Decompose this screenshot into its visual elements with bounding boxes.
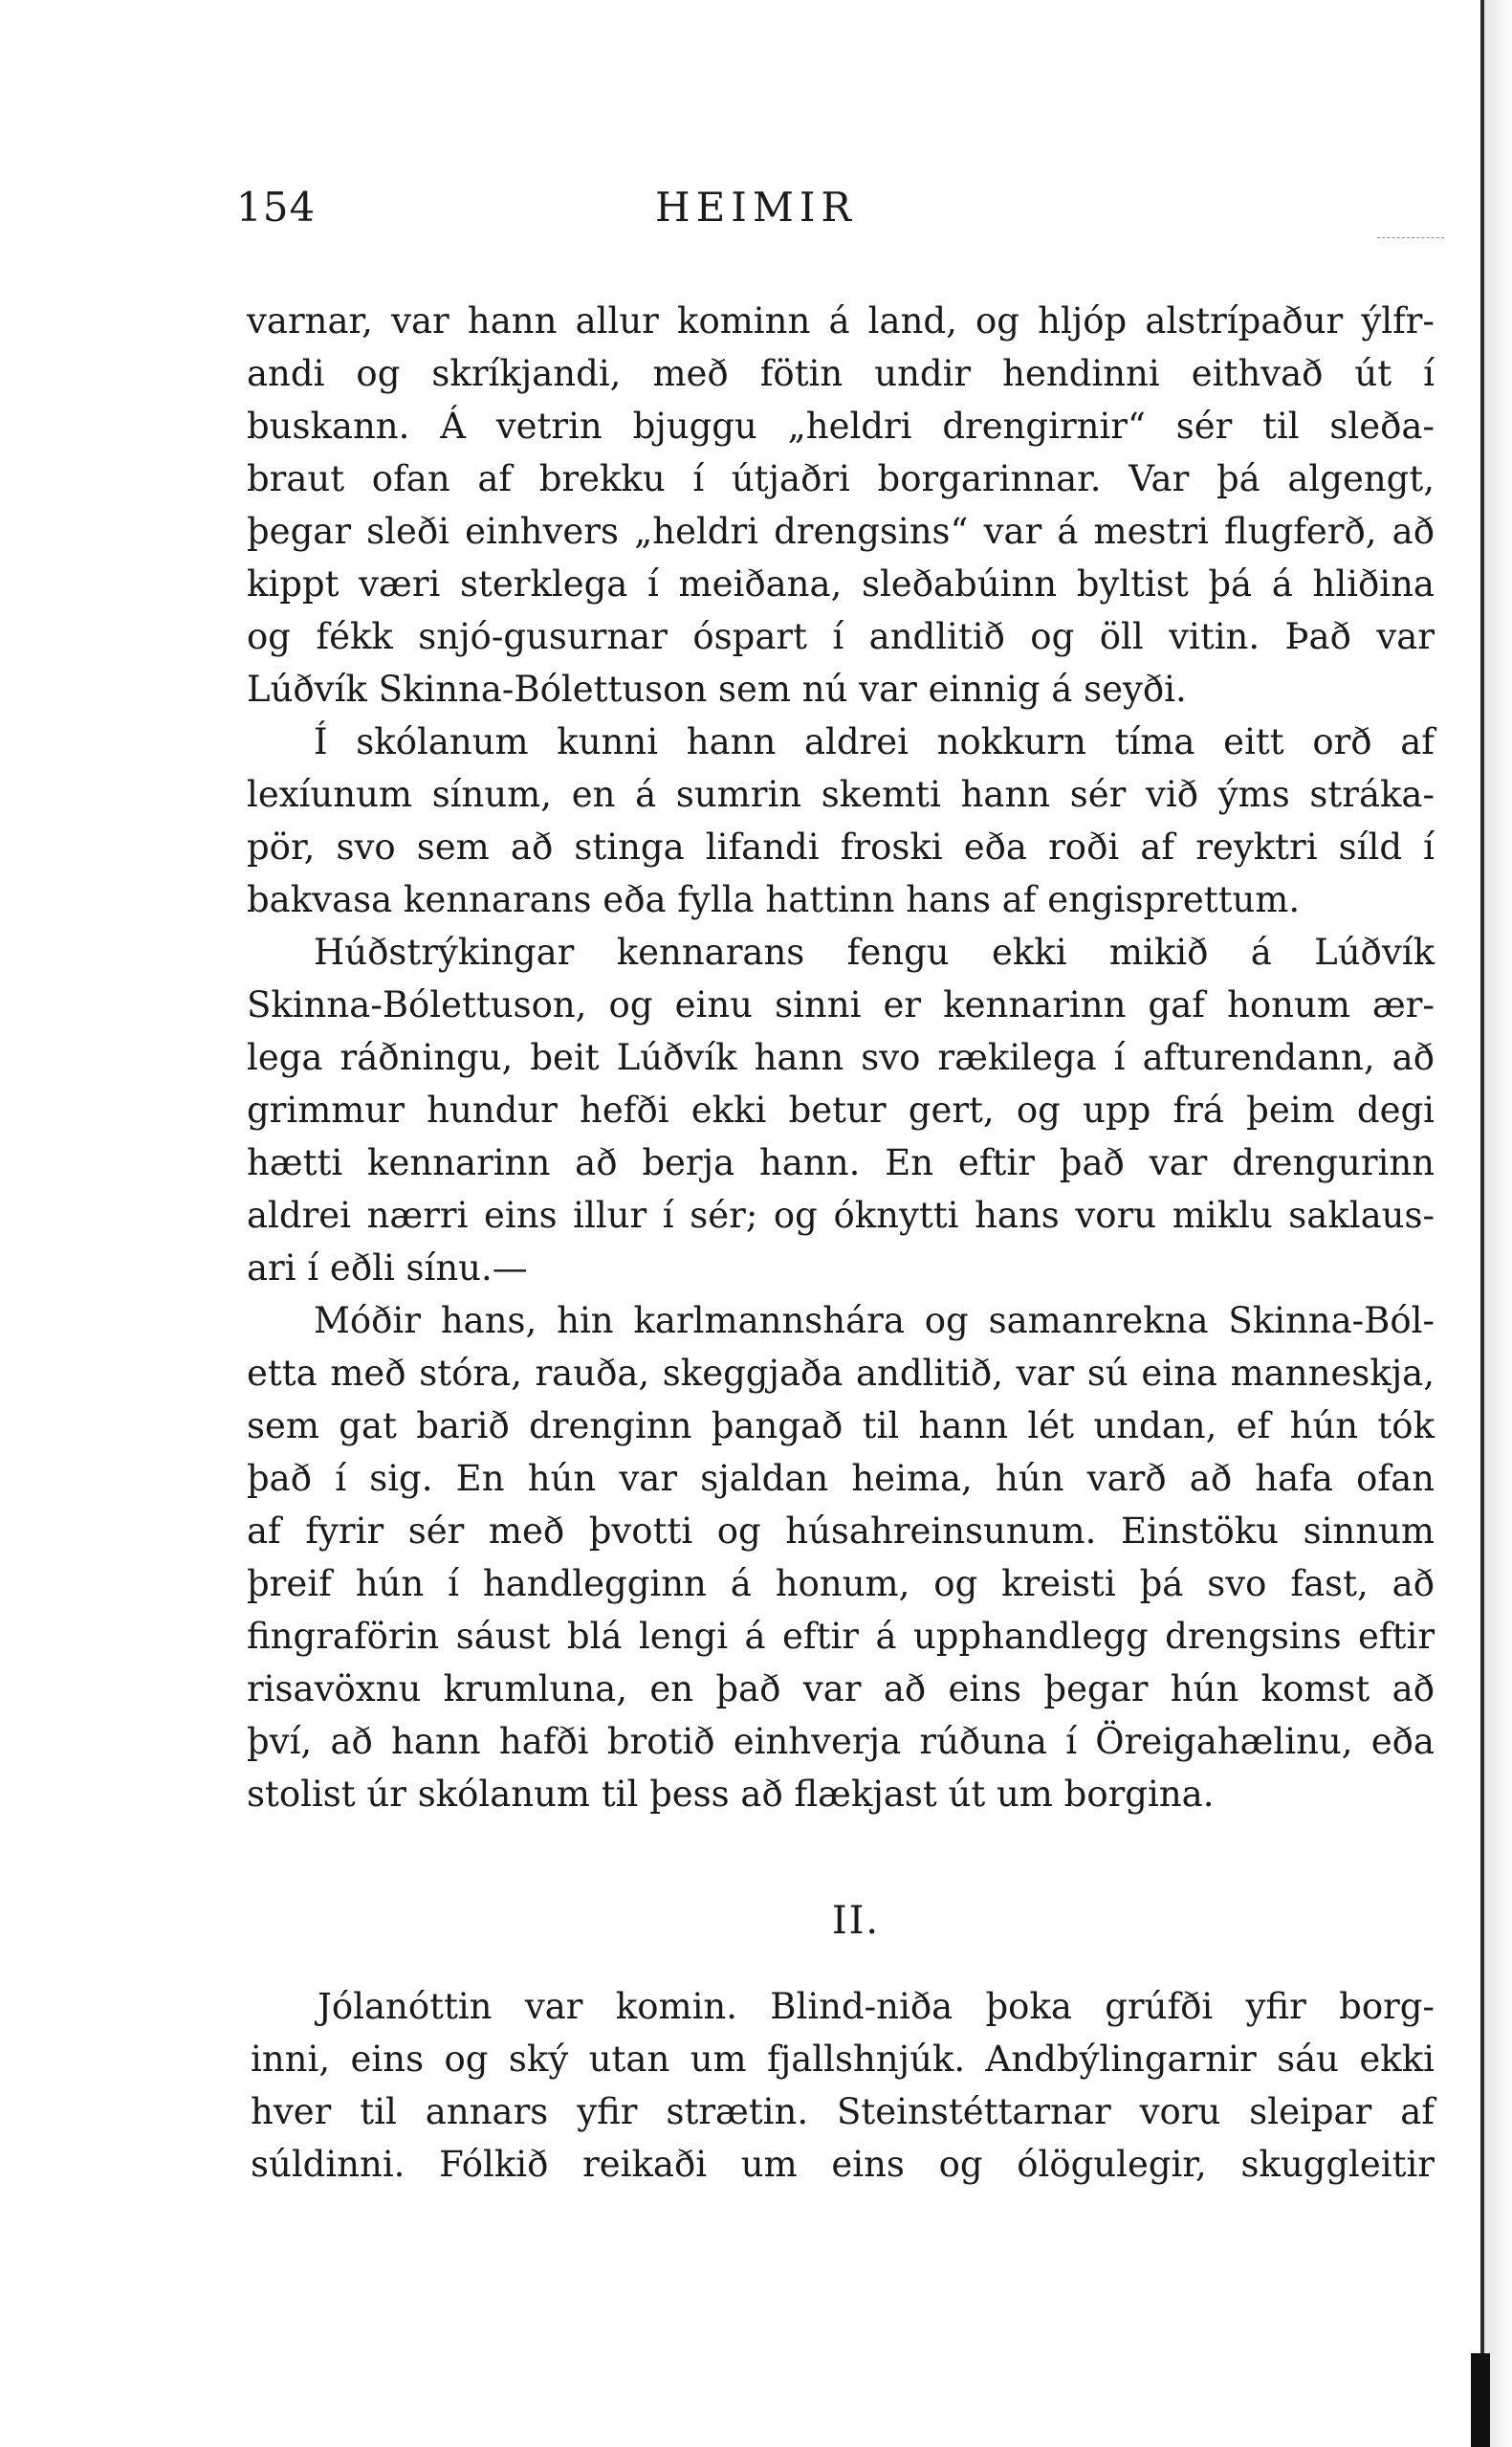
text-line: fingraförin sáust blá lengi á eftir á upphandlegg drengsins eftir <box>247 1616 1435 1657</box>
text-line: lexíunum sínum, en á sumrin skemti hann sér við ýms stráka- <box>247 774 1435 815</box>
text-line: inni, eins og ský utan um fjallshnjúk. Andbýlingarnir sáu ekki <box>251 2039 1435 2080</box>
text-line: þegar sleði einhvers „heldri drengsins“ var á mestri flugferð, að <box>247 511 1435 552</box>
text-line: braut ofan af brekku í útjaðri borgarinnar. Var þá algengt, <box>247 458 1435 499</box>
text-line: kippt væri sterklega í meiðana, sleðabúinn byltist þá á hliðina <box>247 563 1435 605</box>
text-line: Húðstrýkingar kennarans fengu ekki mikið á Lúðvík <box>314 932 1435 973</box>
text-line: hver til annars yfir strætin. Steinstéttarnar voru sleipar af <box>251 2091 1435 2132</box>
text-line: pör, svo sem að stinga lifandi froski eða roði af reyktri síld í <box>247 827 1435 868</box>
running-title: HEIMIR <box>654 184 858 231</box>
text-line: þreif hún í handlegginn á honum, og kreisti þá svo fast, að <box>247 1563 1435 1604</box>
header-rule-mark <box>1377 237 1444 238</box>
text-line: lega ráðningu, beit Lúðvík hann svo rækilega í afturendann, að <box>247 1037 1435 1078</box>
text-line: sem gat barið drenginn þangað til hann lét undan, ef hún tók <box>247 1405 1435 1446</box>
text-line: buskann. Á vetrin bjuggu „heldri drengirnir“ sér til sleða- <box>247 406 1435 447</box>
text-line: Í skólanum kunni hann aldrei nokkurn tíma eitt orð af <box>314 721 1435 762</box>
text-line: því, að hann hafði brotið einhverja rúðuna í Öreigahælinu, eða <box>247 1721 1435 1762</box>
body-text <box>247 295 1435 1820</box>
text-line: Lúðvík Skinna-Bólettuson sem nú var einnig á seyði. <box>247 669 1187 710</box>
text-line: risavöxnu krumluna, en það var að eins þegar hún komst að <box>247 1668 1435 1709</box>
text-line: Skinna-Bólettuson, og einu sinni er kennarinn gaf honum ær- <box>247 984 1435 1025</box>
text-line: varnar, var hann allur kominn á land, og hljóp alstrípaður ýlfr- <box>247 300 1435 342</box>
text-line: af fyrir sér með þvotti og húsahreinsunum. Einstöku sinnum <box>247 1510 1435 1552</box>
text-line: grimmur hundur hefði ekki betur gert, og upp frá þeim degi <box>247 1090 1435 1131</box>
section-heading: II. <box>831 1899 881 1943</box>
book-binding-shadow <box>1484 0 1512 2447</box>
text-line: etta með stóra, rauða, skeggjaða andlitið, var sú eina manneskja, <box>247 1353 1435 1394</box>
text-line: ari í eðli sínu.— <box>247 1247 528 1289</box>
book-binding-foot <box>1471 2353 1490 2447</box>
text-line: og fékk snjó-gusurnar óspart í andlitið og öll vitin. Það var <box>247 616 1435 657</box>
text-line: súldinni. Fólkið reikaði um eins og ólögulegir, skuggleitir <box>251 2144 1435 2185</box>
text-line: andi og skríkjandi, með fötin undir hendinni eithvað út í <box>247 353 1435 394</box>
text-line: Jólanóttin var komin. Blind-niða þoka grúfði yfir borg- <box>318 1986 1435 2027</box>
text-line: Móðir hans, hin karlmannshára og samanrekna Skinna-Ból- <box>314 1300 1435 1341</box>
text-line: aldrei nærri eins illur í sér; og óknytti hans voru miklu saklaus- <box>247 1195 1435 1236</box>
page-number: 154 <box>236 184 317 231</box>
text-line: hætti kennarinn að berja hann. En eftir það var drengurinn <box>247 1142 1435 1183</box>
section-text <box>251 1980 1435 2191</box>
text-line: bakvasa kennarans eða fylla hattinn hans af engisprettum. <box>247 879 1301 920</box>
text-line: það í sig. En hún var sjaldan heima, hún varð að hafa ofan <box>247 1458 1435 1499</box>
text-line: stolist úr skólanum til þess að flækjast út um borgina. <box>247 1774 1215 1815</box>
